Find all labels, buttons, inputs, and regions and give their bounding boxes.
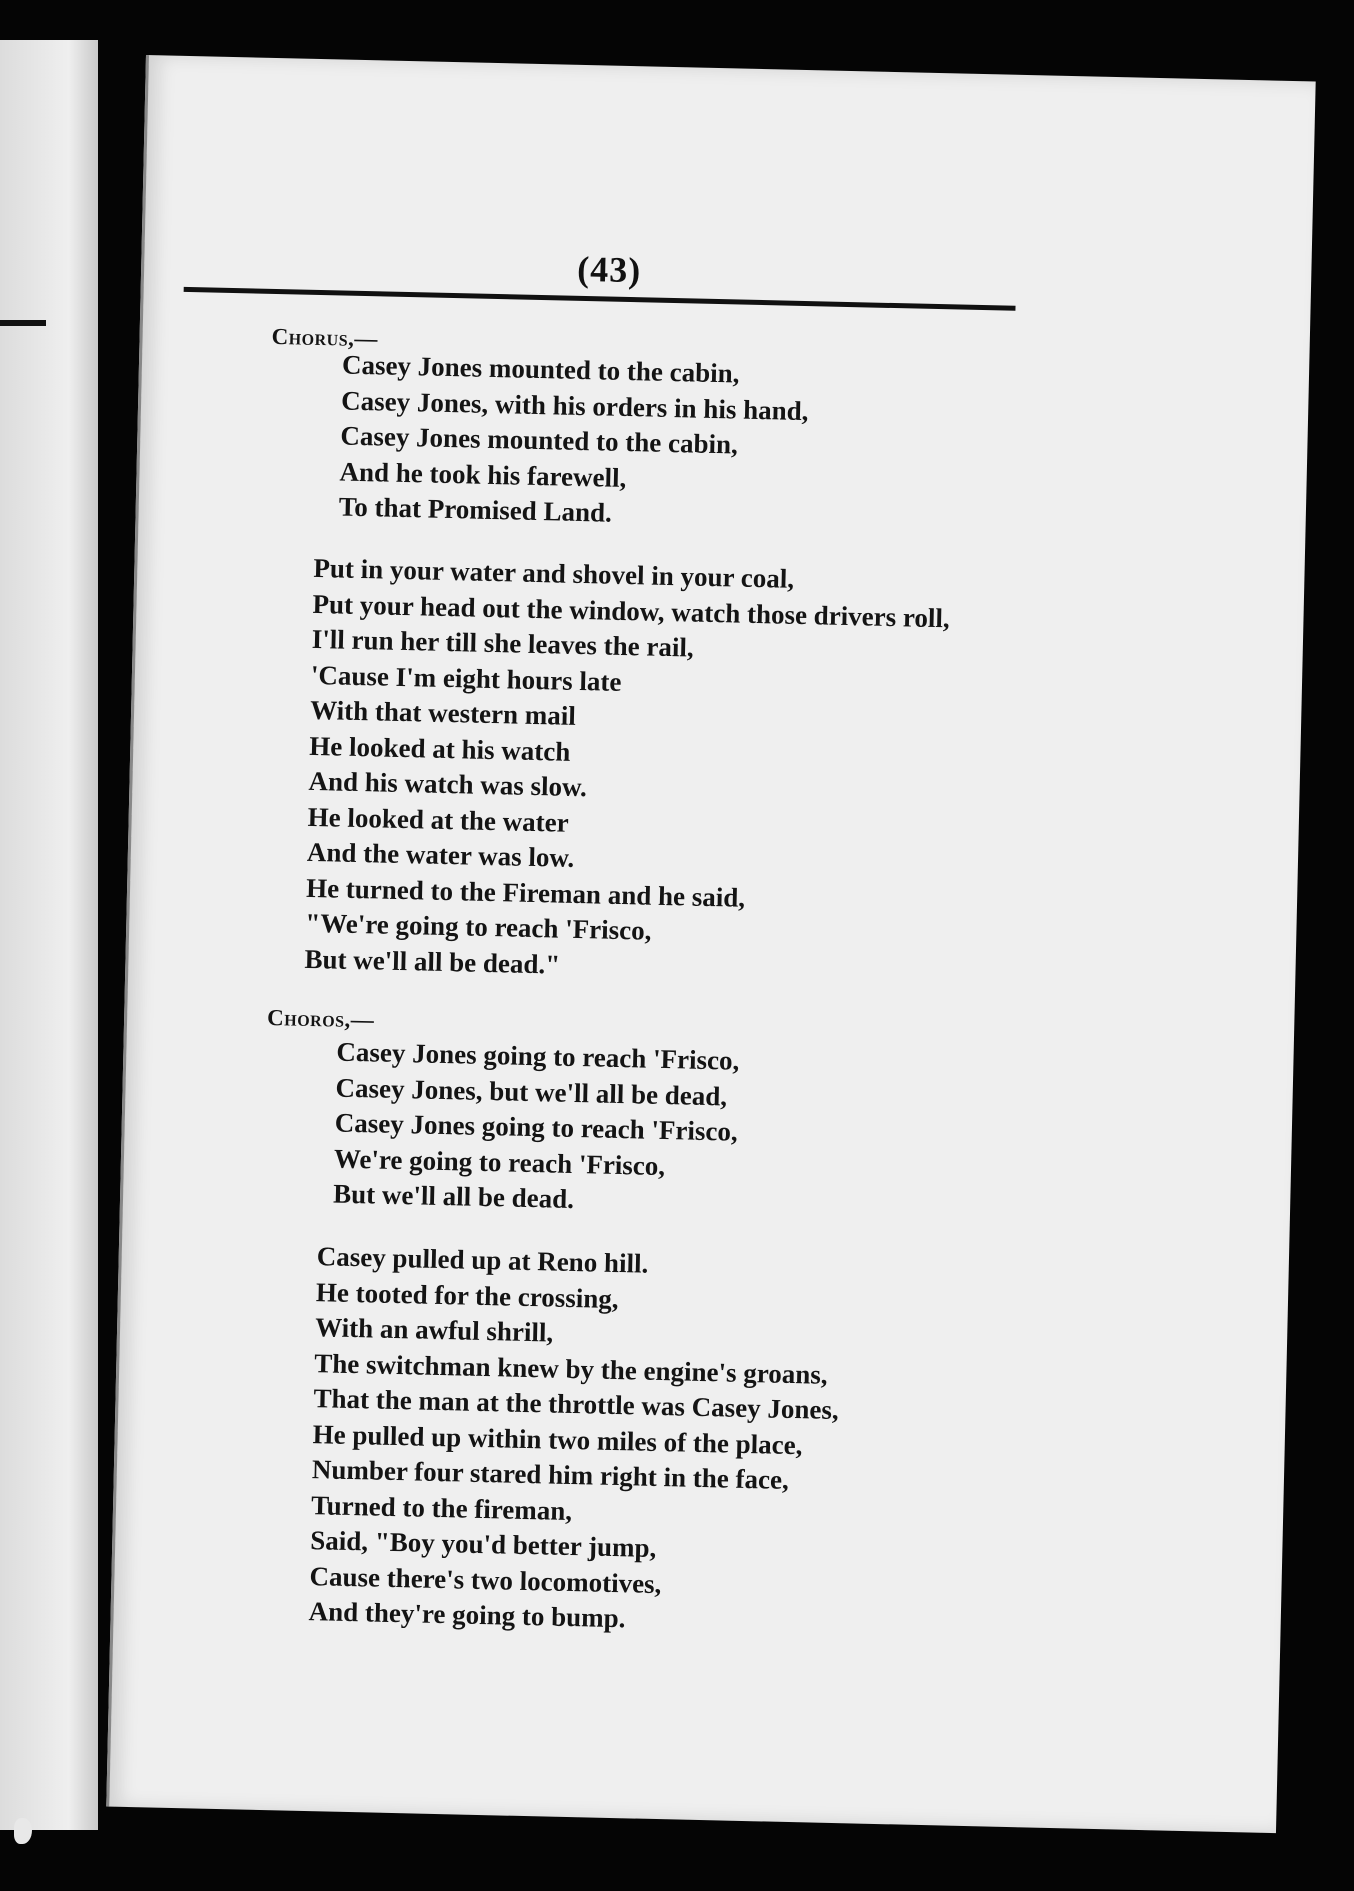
verse-line: But we'll all be dead. bbox=[332, 1178, 575, 1214]
verse-line: Number four stared him right in the face, bbox=[311, 1454, 790, 1495]
scan-speck bbox=[14, 1818, 32, 1844]
verse-line: The switchman knew by the engine's groans, bbox=[314, 1347, 828, 1390]
left-page-edge bbox=[0, 40, 98, 1830]
verse-stanza bbox=[304, 551, 951, 991]
verse-line: He looked at his watch bbox=[309, 730, 571, 767]
verse-line: Cause there's two locomotives, bbox=[309, 1560, 662, 1599]
chorus-heading: Choros,— bbox=[266, 1005, 375, 1033]
chorus-stanza bbox=[338, 348, 809, 536]
chorus-heading: Chorus,— bbox=[271, 323, 379, 352]
verse-line: Put your head out the window, watch those drivers roll, bbox=[312, 588, 951, 633]
verse-line: I'll run her till she leaves the rail, bbox=[311, 623, 695, 663]
verse-line: Casey Jones, but we'll all be dead, bbox=[335, 1072, 728, 1111]
header-rule bbox=[184, 287, 1016, 311]
verse-line: Casey Jones going to reach 'Frisco, bbox=[336, 1036, 740, 1076]
page-number: (43) bbox=[576, 248, 642, 291]
verse-line: And the water was low. bbox=[306, 836, 575, 873]
verse-line: Put in your water and shovel in your coal, bbox=[313, 552, 795, 594]
verse-line: To that Promised Land. bbox=[338, 491, 613, 528]
verse-line: He tooted for the crossing, bbox=[315, 1276, 619, 1314]
verse-line: And they're going to bump. bbox=[308, 1596, 626, 1634]
verse-line: Casey Jones going to reach 'Frisco, bbox=[334, 1107, 739, 1147]
verse-line: He looked at the water bbox=[307, 801, 569, 838]
verse-line: Casey pulled up at Reno hill. bbox=[316, 1241, 649, 1279]
verse-line: Said, "Boy you'd better jump, bbox=[310, 1525, 657, 1563]
verse-line: But we'll all be dead." bbox=[304, 943, 561, 980]
verse-line: With that western mail bbox=[309, 694, 577, 731]
verse-line: Casey Jones, with his orders in his hand, bbox=[340, 385, 809, 426]
verse-line: 'Cause I'm eight hours late bbox=[310, 659, 622, 697]
verse-line: He pulled up within two miles of the place, bbox=[312, 1418, 803, 1460]
verse-line: And he took his farewell, bbox=[339, 456, 627, 493]
verse-line: Casey Jones mounted to the cabin, bbox=[340, 420, 739, 460]
verse-line: And his watch was slow. bbox=[308, 765, 588, 803]
chorus-stanza bbox=[333, 1035, 740, 1222]
verse-line: Casey Jones mounted to the cabin, bbox=[341, 349, 740, 389]
book-page bbox=[106, 55, 1315, 1833]
verse-line: That the man at the throttle was Casey Jones, bbox=[313, 1383, 840, 1426]
verse-line: "We're going to reach 'Frisco, bbox=[305, 907, 652, 946]
verse-line: We're going to reach 'Frisco, bbox=[333, 1143, 666, 1181]
verse-stanza bbox=[308, 1239, 842, 1641]
verse-line: Turned to the fireman, bbox=[310, 1489, 573, 1526]
verse-line: With an awful shrill, bbox=[314, 1312, 554, 1348]
verse-line: He turned to the Fireman and he said, bbox=[305, 872, 746, 913]
left-page-rule bbox=[0, 320, 46, 326]
